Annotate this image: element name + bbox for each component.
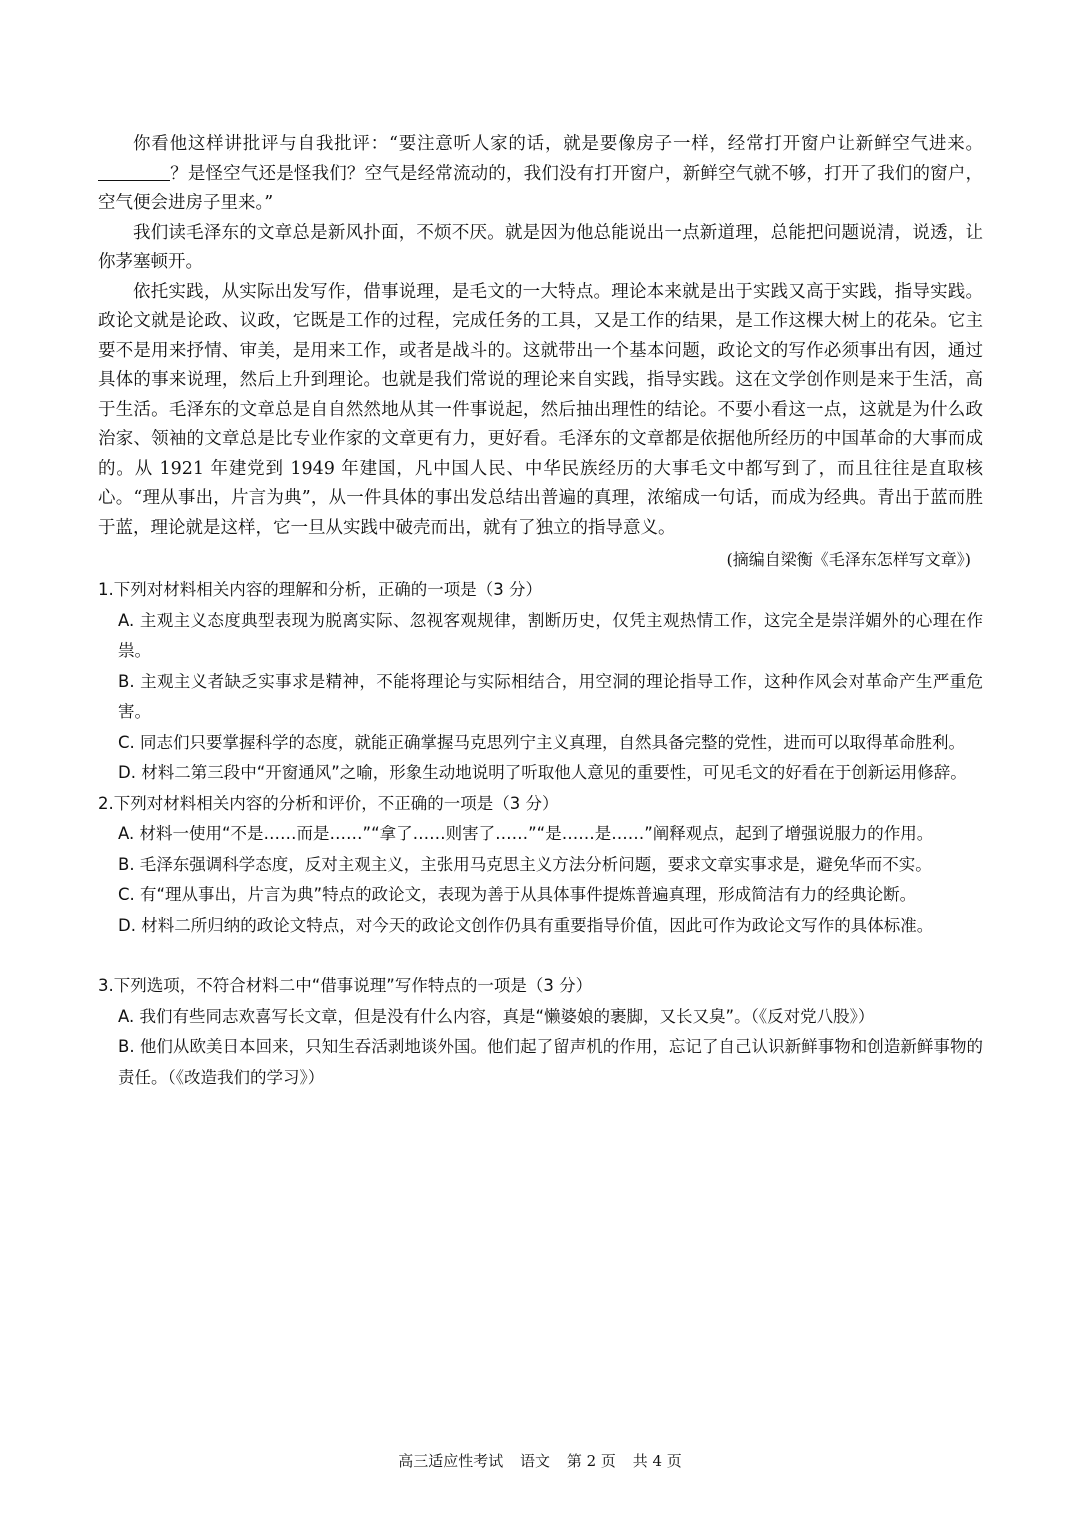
footer-subject: 语文 [520, 1452, 551, 1470]
footer-exam: 高三适应性考试 [398, 1452, 504, 1470]
paragraph-text: ？是怪空气还是怪我们？空气是经常流动的，我们没有打开窗户，新鲜空气就不够，打开了我们的窗户，空气便会进房子里来。” [98, 163, 983, 213]
option-a: A. 我们有些同志欢喜写长文章，但是没有什么内容，真是“懒婆娘的裹脚，又长又臭”。（《反对党八股》） [118, 1006, 875, 1026]
question-3 [98, 971, 983, 1093]
page-footer [0, 1450, 1080, 1471]
option-a: A. 材料一使用“不是……而是……”“拿了……则害了……”“是……是……”阐释观点，起到了增强说服力的作用。 [118, 824, 934, 843]
option-a: A. 主观主义态度典型表现为脱离实际、忽视客观规律，割断历史，仅凭主观热情工作，这完全是崇洋媚外的心理在作祟。 [118, 610, 983, 660]
option-b: B. 毛泽东强调科学态度，反对主观主义，主张用马克思主义方法分析问题，要求文章实事求是，避免华而不实。 [118, 854, 932, 874]
passage-paragraph: 依托实践，从实际出发写作，借事说理，是毛文的一大特点。理论本来就是出于实践又高于实践，指导实践。政论文就是论政、议政，它既是工作的过程，完成任务的工具，又是工作的结果，是工作这棵大树上的花朵。它主要不是用来抒情、审美，是用来工作，或者是战斗的。这就带出一个基本问题，政论文的写作必须事出有因，通过具体的事来说理，然后上升到理论。也就是我们常说的理论来自实践，指导实践。这在文学创作则是来于生活，高于生活。毛泽东的文章总是自自然然地从其一件事说起，然后抽出理性的结论。不要小看这一点，这就是为什么政治家、领袖的文章总是比专业作家的文章更有力，更好看。毛泽东的文章都是依据他所经历的中国革命的大事而成的。从 1921 年建党到 1949 年建国，凡中国人民、中华民族经历的大事毛文中都写到了，而且往往是直取核心。“理从事出，片言为典”，从一件具体的事出发总结出普遍的真理，浓缩成一句话，而成为经典。青出于蓝而胜于蓝，理论就是这样，它一旦从实践中破壳而出，就有了独立的指导意义。 [98, 281, 983, 538]
option-c: C. 有“理从事出，片言为典”特点的政论文，表现为善于从具体事件提炼普遍真理，形成简洁有力的经典论断。 [118, 885, 917, 904]
question-stem: 3.下列选项，不符合材料二中“借事说理”写作特点的一项是（3 分） [98, 976, 593, 995]
option-c: C. 同志们只要掌握科学的态度，就能正确掌握马克思列宁主义真理，自然具备完整的党性，进而可以取得革命胜利。 [118, 732, 966, 752]
footer-total: 共 4 页 [632, 1452, 682, 1470]
passage-source: (摘编自梁衡《毛泽东怎样写文章》) [726, 550, 971, 569]
question-1 [98, 575, 983, 789]
option-d: D. 材料二所归纳的政论文特点，对今天的政论文创作仍具有重要指导价值，因此可作为政论文写作的具体标准。 [118, 915, 934, 935]
spacer [98, 941, 983, 971]
fill-in-blank [98, 162, 170, 181]
passage-paragraph [98, 130, 983, 219]
question-stem: 2.下列对材料相关内容的分析和评价，不正确的一项是（3 分） [98, 793, 559, 813]
option-b: B. 主观主义者缺乏实事求是精神，不能将理论与实际相结合，用空洞的理论指导工作，这种作风会对革命产生严重危害。 [118, 671, 983, 721]
option-b: B. 他们从欧美日本回来，只知生吞活剥地谈外国。他们起了留声机的作用，忘记了自己认识新鲜事物和创造新鲜事物的责任。（《改造我们的学习》） [118, 1037, 983, 1087]
passage-paragraph: 我们读毛泽东的文章总是新风扑面，不烦不厌。就是因为他总能说出一点新道理，总能把问题说清，说透，让你茅塞顿开。 [98, 222, 983, 272]
question-stem: 1.下列对材料相关内容的理解和分析，正确的一项是（3 分） [98, 580, 542, 599]
paragraph-text: 你看他这样讲批评与自我批评：“要注意听人家的话，就是要像房子一样，经常打开窗户让新鲜空气进来。 [133, 134, 983, 154]
question-2 [98, 789, 983, 942]
footer-page: 第 2 页 [566, 1452, 616, 1470]
document-body [98, 130, 983, 1093]
option-d: D. 材料二第三段中“开窗通风”之喻，形象生动地说明了听取他人意见的重要性，可见毛文的好看在于创新运用修辞。 [118, 763, 967, 782]
